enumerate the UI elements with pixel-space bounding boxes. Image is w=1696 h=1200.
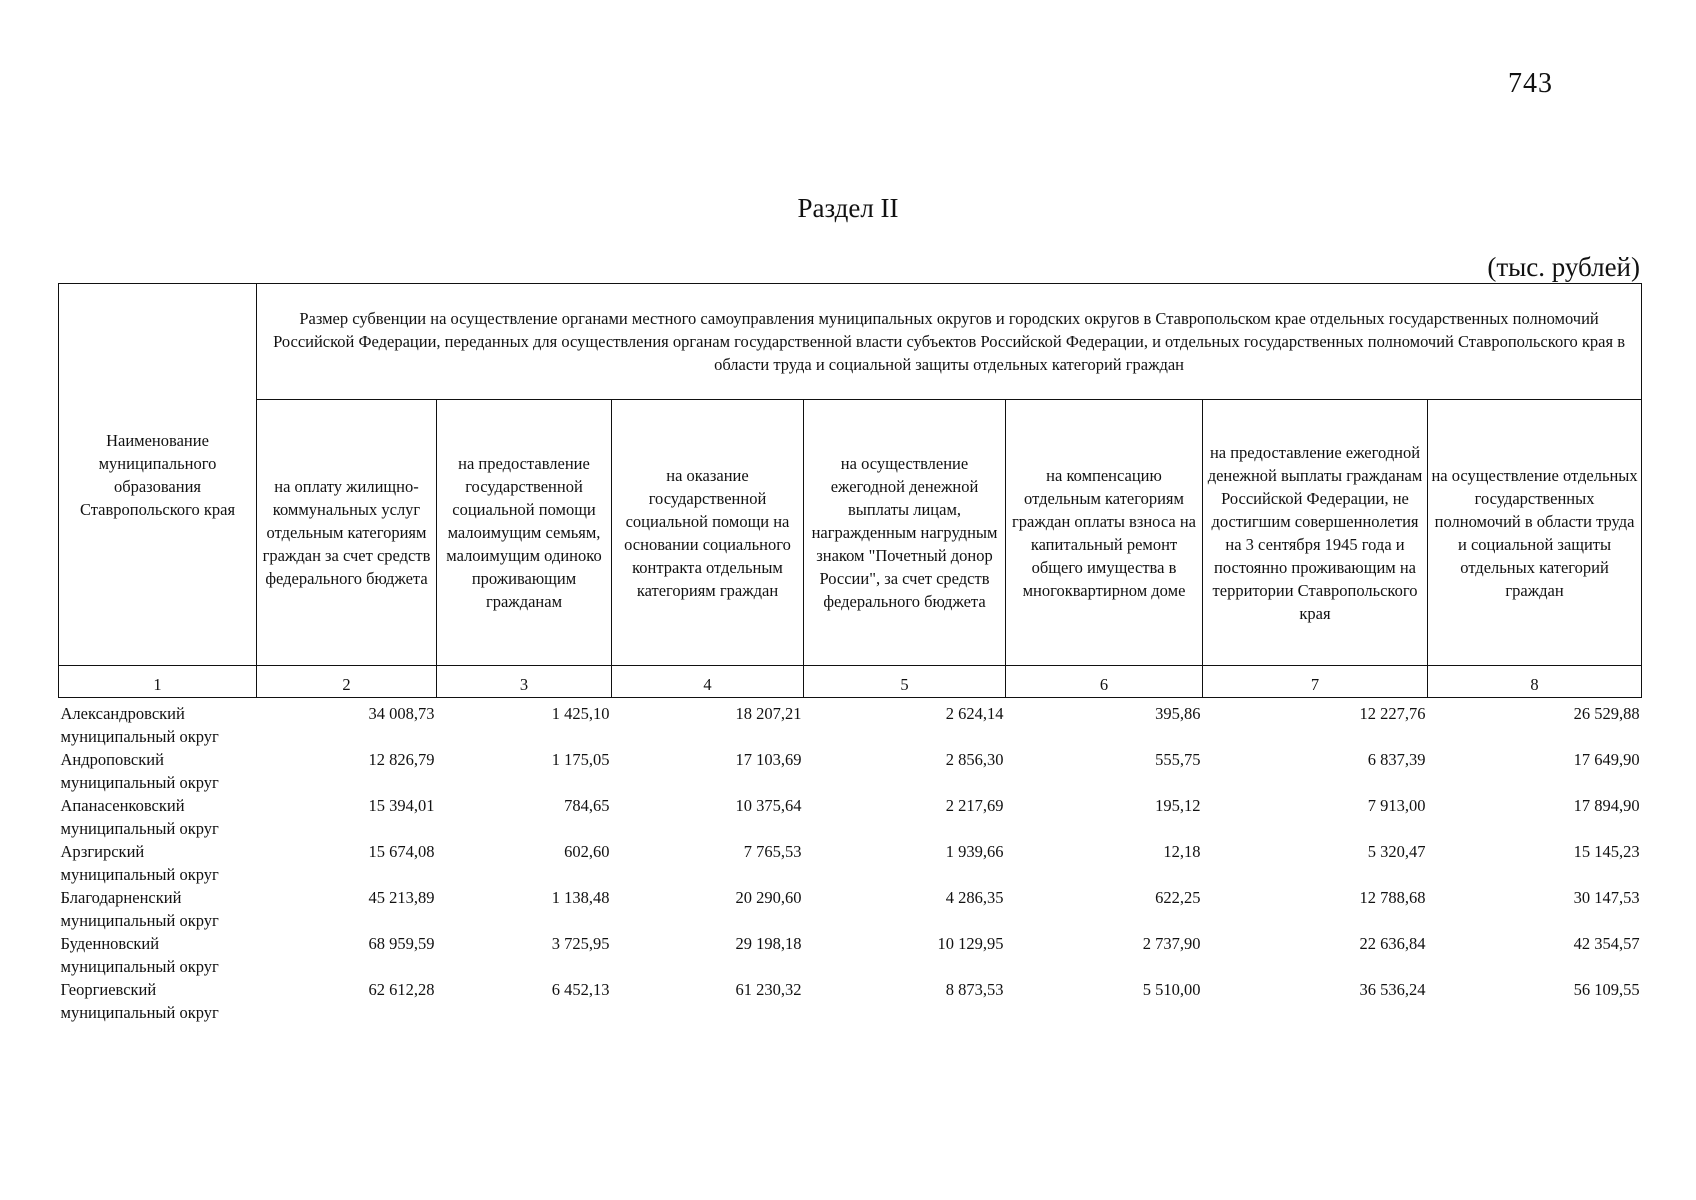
value-cell: 68 959,59 (368, 934, 435, 953)
column-group-header: Размер субвенции на осуществление органами местного самоуправления муниципальных округов и городских округов в Ставропольском крае отдельных государственных полномочий Российской Федерации, переданных для осуществления органам государственной власти субъектов Российской Федерации, и отдельных государственных полномочий Ставропольского края в области труда и социальной защиты отдельных категорий граждан (257, 284, 1642, 400)
value-cell: 20 290,60 (735, 888, 802, 907)
municipality-name: Благодарненский муниципальный округ (60, 888, 219, 930)
value-cell: 2 856,30 (945, 750, 1004, 769)
column-header-4: на оказание государственной социальной помощи на основании социального контракта отдельным категориям граждан (612, 400, 804, 666)
value-cell: 61 230,32 (735, 980, 802, 999)
value-cell: 17 894,90 (1573, 796, 1640, 815)
value-cell: 1 425,10 (551, 704, 610, 723)
value-cell: 5 510,00 (1142, 980, 1201, 999)
value-cell: 2 624,14 (945, 704, 1004, 723)
value-cell: 12 227,76 (1359, 704, 1426, 723)
value-cell: 2 217,69 (945, 796, 1004, 815)
value-cell: 18 207,21 (735, 704, 802, 723)
value-cell: 6 452,13 (551, 980, 610, 999)
value-cell: 12,18 (1163, 842, 1201, 861)
table-body (59, 698, 1642, 1025)
value-cell: 784,65 (564, 796, 610, 815)
value-cell: 17 649,90 (1573, 750, 1640, 769)
value-cell: 7 913,00 (1367, 796, 1426, 815)
column-header-5: на осуществление ежегодной денежной выплаты лицам, награжденным нагрудным знаком "Почетный донор России", за счет средств федерального бюджета (804, 400, 1006, 666)
value-cell: 3 725,95 (551, 934, 610, 953)
page-number: 743 (1508, 68, 1553, 99)
value-cell: 1 138,48 (551, 888, 610, 907)
municipality-name: Апанасенковский муниципальный округ (60, 796, 219, 838)
value-cell: 195,12 (1155, 796, 1201, 815)
value-cell: 30 147,53 (1573, 888, 1640, 907)
table-row (59, 840, 1642, 886)
table-row (59, 748, 1642, 794)
value-cell: 45 213,89 (368, 888, 435, 907)
column-header-3: на предоставление государственной социальной помощи малоимущим семьям, малоимущим одиноко проживающим гражданам (437, 400, 612, 666)
units-label: (тыс. рублей) (1487, 252, 1640, 282)
municipality-name: Андроповский муниципальный округ (60, 750, 219, 792)
municipality-name: Буденновский муниципальный округ (60, 934, 219, 976)
table-row (59, 978, 1642, 1024)
value-cell: 2 737,90 (1142, 934, 1201, 953)
table-header (59, 284, 1642, 698)
table-row (59, 794, 1642, 840)
value-cell: 22 636,84 (1359, 934, 1426, 953)
value-cell: 26 529,88 (1573, 704, 1640, 723)
value-cell: 395,86 (1155, 704, 1201, 723)
column-number: 3 (437, 666, 612, 698)
value-cell: 12 788,68 (1359, 888, 1426, 907)
municipality-name: Арзгирский муниципальный округ (60, 842, 219, 884)
column-number: 4 (612, 666, 804, 698)
column-header-8: на осуществление отдельных государственных полномочий в области труда и социальной защиты отдельных категорий граждан (1428, 400, 1642, 666)
column-number-row (59, 666, 1642, 698)
value-cell: 15 674,08 (368, 842, 435, 861)
value-cell: 555,75 (1155, 750, 1201, 769)
subvention-table (58, 283, 1642, 1024)
column-header-7: на предоставление ежегодной денежной выплаты гражданам Российской Федерации, не достигшим совершеннолетия на 3 сентября 1945 года и постоянно проживающим на территории Ставропольского края (1203, 400, 1428, 666)
value-cell: 12 826,79 (368, 750, 435, 769)
value-cell: 10 129,95 (937, 934, 1004, 953)
value-cell: 10 375,64 (735, 796, 802, 815)
table-row (59, 698, 1642, 749)
table-row (59, 932, 1642, 978)
value-cell: 1 939,66 (945, 842, 1004, 861)
value-cell: 5 320,47 (1367, 842, 1426, 861)
value-cell: 4 286,35 (945, 888, 1004, 907)
value-cell: 34 008,73 (368, 704, 435, 723)
value-cell: 622,25 (1155, 888, 1201, 907)
value-cell: 7 765,53 (743, 842, 802, 861)
value-cell: 1 175,05 (551, 750, 610, 769)
section-title: Раздел II (797, 193, 899, 223)
column-header-2: на оплату жилищно-коммунальных услуг отдельным категориям граждан за счет средств федерального бюджета (257, 400, 437, 666)
column-number: 2 (257, 666, 437, 698)
value-cell: 15 145,23 (1573, 842, 1640, 861)
value-cell: 29 198,18 (735, 934, 802, 953)
value-cell: 15 394,01 (368, 796, 435, 815)
column-number: 7 (1203, 666, 1428, 698)
value-cell: 36 536,24 (1359, 980, 1426, 999)
value-cell: 602,60 (564, 842, 610, 861)
column-number: 5 (804, 666, 1006, 698)
value-cell: 56 109,55 (1573, 980, 1640, 999)
municipality-name: Георгиевский муниципальный округ (60, 980, 219, 1022)
value-cell: 17 103,69 (735, 750, 802, 769)
value-cell: 6 837,39 (1367, 750, 1426, 769)
value-cell: 42 354,57 (1573, 934, 1640, 953)
column-number: 6 (1006, 666, 1203, 698)
municipality-name: Александровский муниципальный округ (60, 704, 219, 746)
column-number: 8 (1428, 666, 1642, 698)
value-cell: 62 612,28 (368, 980, 435, 999)
column-header-name: Наименование муниципального образования Ставропольского края (59, 284, 257, 666)
column-number: 1 (59, 666, 257, 698)
column-header-6: на компенсацию отдельным категориям граждан оплаты взноса на капитальный ремонт общего имущества в многоквартирном доме (1006, 400, 1203, 666)
table-row (59, 886, 1642, 932)
value-cell: 8 873,53 (945, 980, 1004, 999)
